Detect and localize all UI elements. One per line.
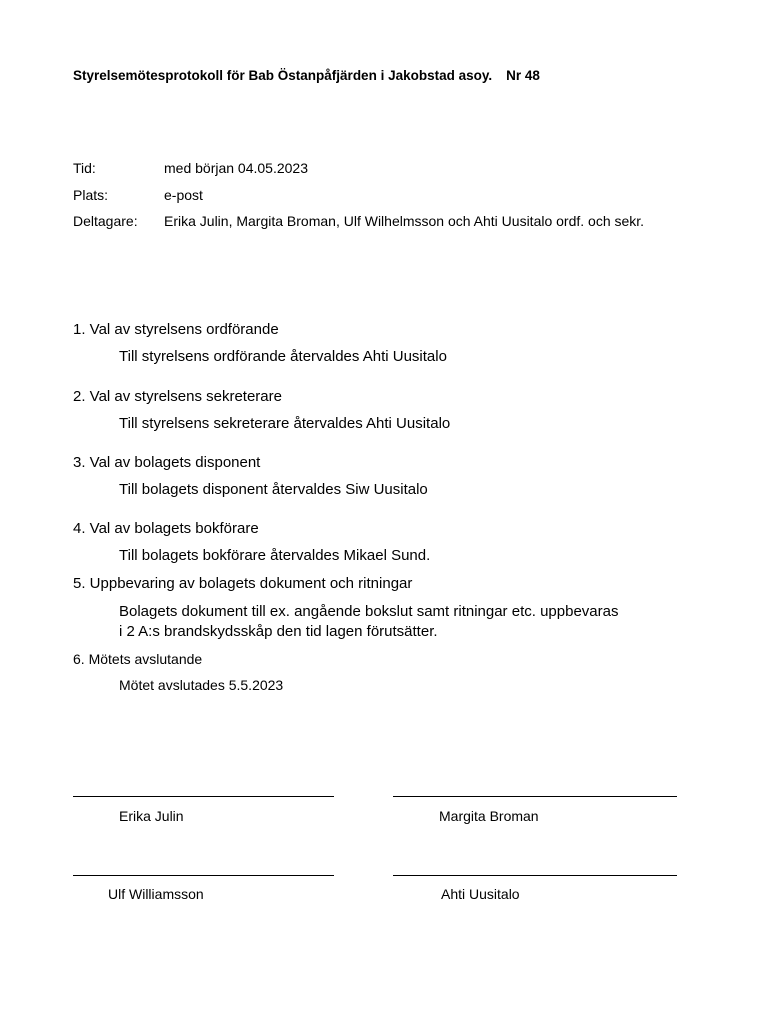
protocol-number: Nr 48 xyxy=(506,68,540,83)
item-6-body: Mötet avslutades 5.5.2023 xyxy=(119,677,284,693)
item-6-heading: 6. Mötets avslutande xyxy=(73,651,203,667)
document-title xyxy=(73,68,540,83)
item-5-body-line-1: Bolagets dokument till ex. angående bokslut samt ritningar etc. uppbevaras xyxy=(119,603,619,620)
signature-name-ahti: Ahti Uusitalo xyxy=(441,886,520,902)
time-label: Tid: xyxy=(73,160,96,176)
title-text: Styrelsemötesprotokoll för Bab Östanpåfjärden i Jakobstad asoy. xyxy=(73,68,493,83)
signature-line-ahti xyxy=(393,875,677,876)
item-3-body: Till bolagets disponent återvaldes Siw Uusitalo xyxy=(119,481,428,498)
signature-line-margita xyxy=(393,796,677,797)
item-2-body: Till styrelsens sekreterare återvaldes Ahti Uusitalo xyxy=(119,415,451,432)
item-1-heading: 1. Val av styrelsens ordförande xyxy=(73,321,279,338)
signature-name-margita: Margita Broman xyxy=(439,808,539,824)
signature-line-erika xyxy=(73,796,334,797)
time-value: med början 04.05.2023 xyxy=(164,160,308,176)
participants-label: Deltagare: xyxy=(73,213,138,229)
signature-name-erika: Erika Julin xyxy=(119,808,184,824)
participants-value: Erika Julin, Margita Broman, Ulf Wilhelmsson och Ahti Uusitalo ordf. och sekr. xyxy=(164,213,645,229)
signature-line-ulf xyxy=(73,875,334,876)
item-5-heading: 5. Uppbevaring av bolagets dokument och ritningar xyxy=(73,575,413,592)
item-4-heading: 4. Val av bolagets bokförare xyxy=(73,520,259,537)
item-1-body: Till styrelsens ordförande återvaldes Ahti Uusitalo xyxy=(119,348,447,365)
item-2-heading: 2. Val av styrelsens sekreterare xyxy=(73,388,282,405)
item-5-body-line-2: i 2 A:s brandskydsskåp den tid lagen förutsätter. xyxy=(119,623,438,640)
item-3-heading: 3. Val av bolagets disponent xyxy=(73,454,261,471)
item-4-body: Till bolagets bokförare återvaldes Mikael Sund. xyxy=(119,547,431,564)
place-value: e-post xyxy=(164,187,203,203)
place-label: Plats: xyxy=(73,187,109,203)
signature-name-ulf: Ulf Williamsson xyxy=(108,886,204,902)
